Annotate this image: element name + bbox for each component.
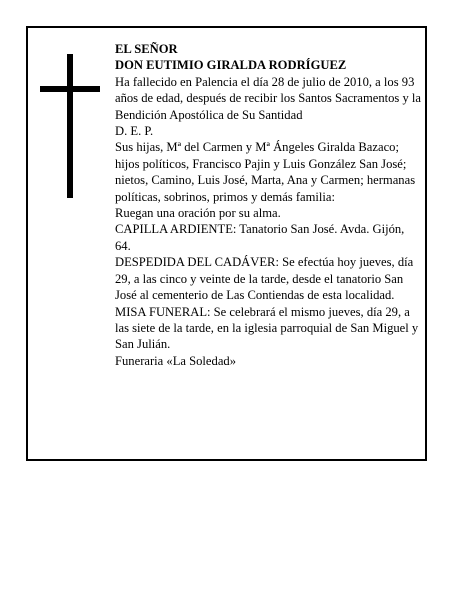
death-announcement: Ha fallecido en Palencia el día 28 de julio de 2010, a los 93 años de edad, después de recibir los Santos Sacramentos y la Bendición Apostólica de Su Santidad	[115, 74, 422, 122]
cross-horizontal-bar	[40, 86, 100, 92]
cross-icon	[40, 54, 100, 198]
family-list: Sus hijas, Mª del Carmen y Mª Ángeles Giralda Bazaco; hijos políticos, Francisco Pajin y Luis González San José; nietos, Camino, Luis José, Marta, Ana y Carmen; hermanas políticas, sobrinos, primos y demás familia:	[115, 140, 416, 204]
chapel-info: CAPILLA ARDIENTE: Tanatorio San José. Avda. Gijón, 64.	[115, 222, 405, 253]
notice-body	[115, 41, 423, 369]
funeral-mass-info: MISA FUNERAL: Se celebrará el mismo jueves, día 29, a las siete de la tarde, en la iglesia parroquial de San Miguel y San Julián.	[115, 304, 419, 352]
farewell-info: DESPEDIDA DEL CADÁVER: Se efectúa hoy jueves, día 29, a las cinco y veinte de la tarde, desde el tanatorio San José al cementerio de Las Contiendas de esta localidad.	[115, 255, 414, 303]
notice-title-line-1: EL SEÑOR	[115, 42, 178, 56]
deceased-name: DON EUTIMIO GIRALDA RODRÍGUEZ	[115, 58, 347, 73]
funeral-home: Funeraria «La Soledad»	[115, 353, 236, 368]
rip-text: D. E. P.	[115, 124, 154, 139]
cross-vertical-bar	[67, 54, 73, 198]
prayer-request: Ruegan una oración por su alma.	[115, 206, 281, 221]
obituary-notice	[26, 26, 427, 461]
